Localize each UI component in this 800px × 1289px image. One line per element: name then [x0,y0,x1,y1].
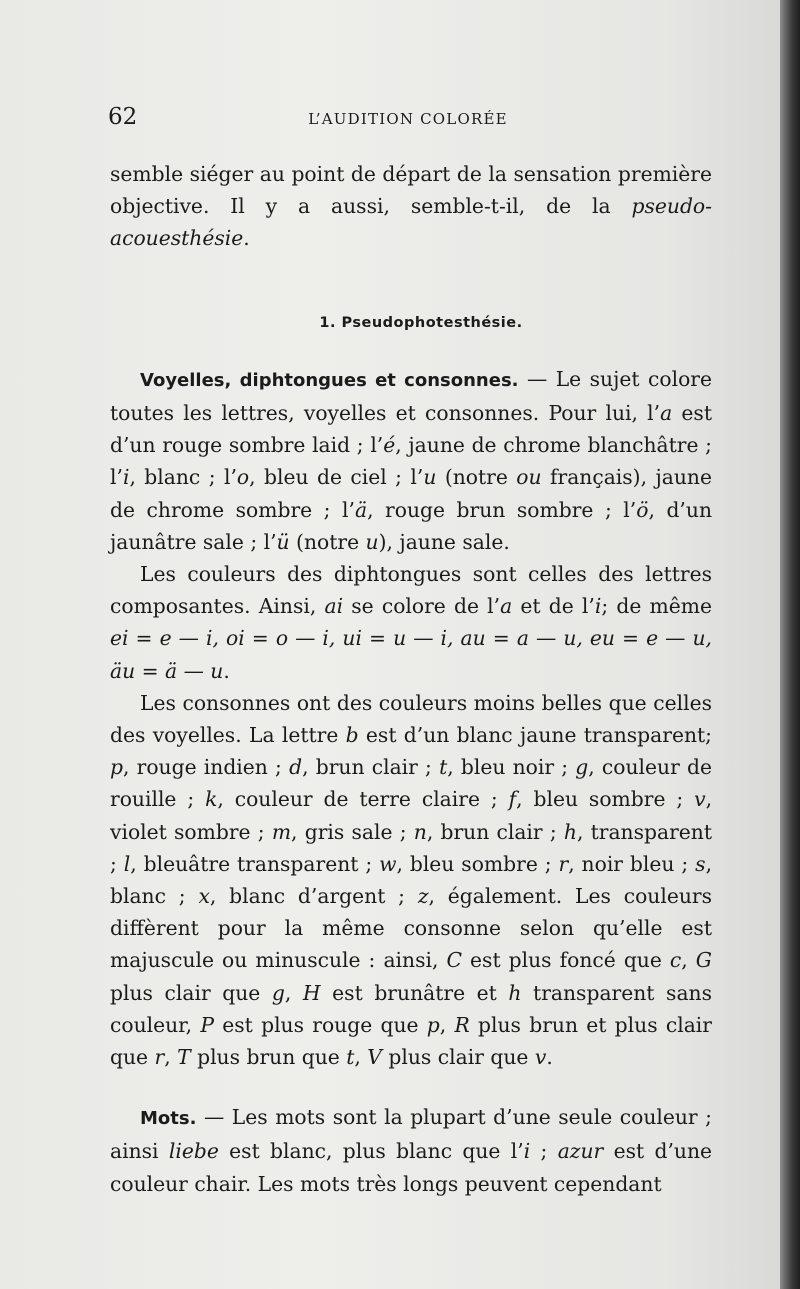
paragraph-2-text: — Le sujet colore toutes les lettres, voyelles et consonnes. Pour lui, l’a est d’un rouge sombre laid ; l’é, jaune de chrome blanchâtre ; l’i, blanc ; l’o, bleu de ciel ; l’u (notre ou français), jaune de chrome sombre ; l’ä, rouge brun sombre ; l’ö, d’un jaunâtre sale ; l’ü (notre u), jaune sale. [110,366,713,554]
run-in-heading-mots: Mots. [140,1108,197,1130]
paragraph-2 [110,363,712,558]
section-heading: 1. Pseudophotesthésie. [319,314,523,331]
run-in-heading-voyelles: Voyelles, diphtongues et consonnes. [140,369,519,391]
paragraph-4 [110,687,712,1073]
book-spine-shadow [780,0,800,1289]
page-number: 62 [108,104,138,130]
paragraph-5-text: — Les mots sont la plupart d’une seule couleur ; ainsi liebe est blanc, plus blanc que l’i ; azur est d’une couleur chair. Les mots très longs peuvent cependant [110,1105,713,1196]
paragraph-5 [110,1101,712,1200]
paragraph-1-text: semble siéger au point de départ de la sensation première objective. Il y a aussi, semble-t-il, de la pseudo-acouesthésie. [110,162,712,251]
page-header [108,104,708,138]
running-title: L’AUDITION COLORÉE [308,110,508,128]
paragraph-3 [110,558,712,687]
paragraph-1 [110,158,712,255]
paragraph-4-text: Les consonnes ont des couleurs moins belles que celles des voyelles. La lettre b est d’un blanc jaune transparent; p, rouge indien ; d, brun clair ; t, bleu noir ; g, couleur de rouille ; k, couleur de terre claire ; f, bleu sombre ; v, violet sombre ; m, gris sale ; n, brun clair ; h, transparent ; l, bleuâtre transparent ; w, bleu sombre ; r, noir bleu ; s, blanc ; x, blanc d’argent ; z, également. Les couleurs diffèrent pour la même consonne selon qu’elle est majuscule ou minuscule : ainsi, C est plus foncé que c, G plus clair que g, H est brunâtre et h transparent sans couleur, P est plus rouge que p, R plus brun et plus clair que r, T plus brun que t, V plus clair que v. [110,690,713,1070]
body-text [110,158,712,1200]
paragraph-3-text: Les couleurs des diphtongues sont celles des lettres composantes. Ainsi, ai se colore de l’a et de l’i; de même ei = e — i, oi = o — i, ui = u — i, au = a — u, eu = e — u, äu = ä — u. [110,562,713,683]
